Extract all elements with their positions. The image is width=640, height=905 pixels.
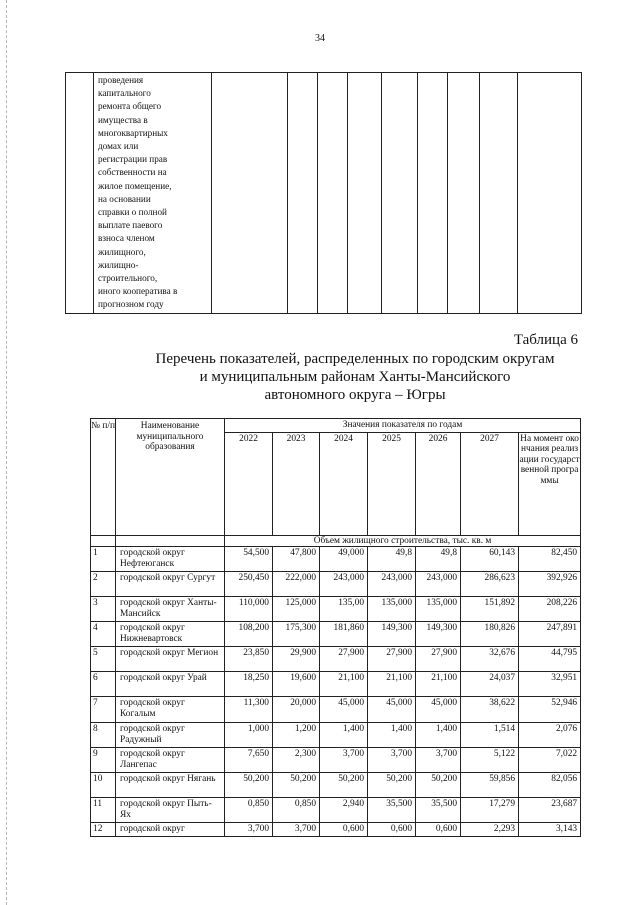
continuation-cell [448,73,480,314]
value-cell: 0,850 [225,798,273,823]
continuation-line: прогнозном году [98,299,164,310]
value-cell: 32,951 [519,672,581,697]
value-cell: 0,850 [273,798,320,823]
value-cell: 20,000 [273,697,320,723]
table-row [91,823,581,837]
table-caption [60,350,640,404]
value-cell: 21,100 [416,672,461,697]
municipality-name: городской округ Урай [116,672,225,697]
continuation-cell-num [66,73,94,314]
municipality-name: городской округ Когалым [116,697,225,723]
value-cell: 3,700 [368,748,416,773]
value-cell: 5,122 [461,748,519,773]
continuation-line: имущества в [98,114,148,125]
continuation-line: иного кооператива в [98,286,178,297]
year-header: 2027 [461,432,519,535]
value-cell: 149,300 [416,622,461,647]
column-group-header: Значения показателя по годам [225,419,581,433]
municipality-name: городской округ Ханты-Мансийск [116,597,225,622]
continuation-line: выплате паевого [98,220,163,231]
continuation-line: строительного, [98,273,158,284]
value-cell: 181,860 [320,622,368,647]
value-cell: 2,300 [273,748,320,773]
year-header: 2023 [273,432,320,535]
column-header-name: Наименование муниципального образования [116,419,225,536]
value-cell: 44,795 [519,647,581,672]
value-cell: 35,500 [416,798,461,823]
value-cell: 149,300 [368,622,416,647]
value-cell: 243,000 [368,572,416,597]
value-cell: 243,000 [320,572,368,597]
table-row [91,672,581,697]
row-number: 11 [91,798,116,823]
continuation-text [94,73,211,313]
year-header: 2025 [368,432,416,535]
value-cell: 125,000 [273,597,320,622]
value-cell: 49,000 [320,547,368,572]
value-cell: 17,279 [461,798,519,823]
continuation-line: ремонта общего [98,101,162,112]
column-header-num: № п/п [91,419,116,536]
row-number: 9 [91,748,116,773]
value-cell: 222,000 [273,572,320,597]
continuation-text-cell [94,73,212,314]
section-title: Объем жилищного строительства, тыс. кв. м [225,535,581,547]
value-cell: 50,200 [368,773,416,798]
section-empty-cell [116,535,225,547]
value-cell: 0,600 [320,823,368,837]
row-number: 1 [91,547,116,572]
continuation-cell [288,73,318,314]
value-cell: 47,800 [273,547,320,572]
value-cell: 3,143 [519,823,581,837]
value-cell: 82,056 [519,773,581,798]
value-cell: 135,00 [320,597,368,622]
value-cell: 49,8 [368,547,416,572]
value-cell: 27,900 [416,647,461,672]
value-cell: 21,100 [320,672,368,697]
indicators-table [90,418,581,837]
caption-line: и муниципальным районам Ханты-Мансийского [199,369,511,385]
value-cell: 50,200 [273,773,320,798]
row-number: 5 [91,647,116,672]
municipality-name: городской округ Сургут [116,572,225,597]
value-cell: 108,200 [225,622,273,647]
table-row [91,773,581,798]
continuation-line: справки о полной [98,207,167,218]
value-cell: 27,900 [368,647,416,672]
year-header: 2026 [416,432,461,535]
table-row [91,597,581,622]
value-cell: 23,687 [519,798,581,823]
caption-line: Перечень показателей, распределенных по городским округам [155,351,555,367]
section-empty-cell [91,535,116,547]
continuation-cell [318,73,348,314]
value-cell: 247,891 [519,622,581,647]
continuation-line: домах или [98,141,139,152]
value-cell: 2,940 [320,798,368,823]
value-cell: 3,700 [273,823,320,837]
value-cell: 50,200 [320,773,368,798]
value-cell: 2,293 [461,823,519,837]
continuation-cell [480,73,518,314]
value-cell: 52,946 [519,697,581,723]
municipality-name: городской округ Нижневартовск [116,622,225,647]
continuation-line: многоквартирных [98,127,168,138]
value-cell: 19,600 [273,672,320,697]
value-cell: 54,500 [225,547,273,572]
value-cell: 45,000 [416,697,461,723]
continuation-line: собственности на [98,167,167,178]
value-cell: 135,000 [416,597,461,622]
value-cell: 59,856 [461,773,519,798]
value-cell: 175,300 [273,622,320,647]
value-cell: 35,500 [368,798,416,823]
value-cell: 250,450 [225,572,273,597]
row-number: 2 [91,572,116,597]
value-cell: 180,826 [461,622,519,647]
value-cell: 7,650 [225,748,273,773]
row-number: 8 [91,723,116,748]
continuation-cell [382,73,418,314]
continuation-line: взноса членом [98,233,155,244]
value-cell: 3,700 [225,823,273,837]
column-header-final: На момент окончания реализации государственной программы [519,432,581,535]
continuation-cell [518,73,582,314]
table-row [91,723,581,748]
municipality-name: городской округ Радужный [116,723,225,748]
table-row [91,647,581,672]
value-cell: 135,000 [368,597,416,622]
continuation-line: жилое помещение, [98,180,172,191]
table-row [91,748,581,773]
value-cell: 11,300 [225,697,273,723]
value-cell: 0,600 [416,823,461,837]
value-cell: 18,250 [225,672,273,697]
value-cell: 392,926 [519,572,581,597]
value-cell: 45,000 [368,697,416,723]
municipality-name: городской округ Лангепас [116,748,225,773]
continuation-cell [418,73,448,314]
value-cell: 29,900 [273,647,320,672]
continuation-line: жилищно- [98,259,139,270]
value-cell: 1,400 [368,723,416,748]
page-number: 34 [315,33,325,44]
continuation-table [65,72,582,314]
value-cell: 2,076 [519,723,581,748]
caption-line: автономного округа – Югры [264,387,446,403]
row-number: 4 [91,622,116,647]
value-cell: 110,000 [225,597,273,622]
year-header: 2022 [225,432,273,535]
value-cell: 1,200 [273,723,320,748]
row-number: 10 [91,773,116,798]
continuation-line: проведения [98,75,144,85]
continuation-line: регистрации прав [98,154,168,165]
municipality-name: городской округ Пыть-Ях [116,798,225,823]
row-number: 3 [91,597,116,622]
value-cell: 1,400 [416,723,461,748]
value-cell: 24,037 [461,672,519,697]
table-row [91,622,581,647]
continuation-line: на основании [98,193,151,204]
row-number: 12 [91,823,116,837]
value-cell: 208,226 [519,597,581,622]
municipality-name: городской округ [116,823,225,837]
value-cell: 21,100 [368,672,416,697]
value-cell: 27,900 [320,647,368,672]
scan-left-edge [6,0,8,905]
table-row [91,572,581,597]
value-cell: 0,600 [368,823,416,837]
table-row [91,798,581,823]
value-cell: 1,000 [225,723,273,748]
continuation-cell [348,73,382,314]
value-cell: 50,200 [225,773,273,798]
value-cell: 23,850 [225,647,273,672]
continuation-line: жилищного, [98,246,146,257]
value-cell: 82,450 [519,547,581,572]
value-cell: 7,022 [519,748,581,773]
value-cell: 45,000 [320,697,368,723]
value-cell: 1,400 [320,723,368,748]
value-cell: 38,622 [461,697,519,723]
value-cell: 3,700 [416,748,461,773]
value-cell: 50,200 [416,773,461,798]
value-cell: 49,8 [416,547,461,572]
table-label: Таблица 6 [513,332,578,348]
row-number: 6 [91,672,116,697]
continuation-line: капитального [98,88,151,99]
table-row [91,697,581,723]
municipality-name: городской округ Мегион [116,647,225,672]
value-cell: 3,700 [320,748,368,773]
continuation-cell [212,73,288,314]
row-number: 7 [91,697,116,723]
year-header: 2024 [320,432,368,535]
value-cell: 60,143 [461,547,519,572]
municipality-name: городской округ Нефтеюганск [116,547,225,572]
value-cell: 151,892 [461,597,519,622]
value-cell: 1,514 [461,723,519,748]
municipality-name: городской округ Нягань [116,773,225,798]
value-cell: 286,623 [461,572,519,597]
table-row [91,547,581,572]
value-cell: 243,000 [416,572,461,597]
value-cell: 32,676 [461,647,519,672]
